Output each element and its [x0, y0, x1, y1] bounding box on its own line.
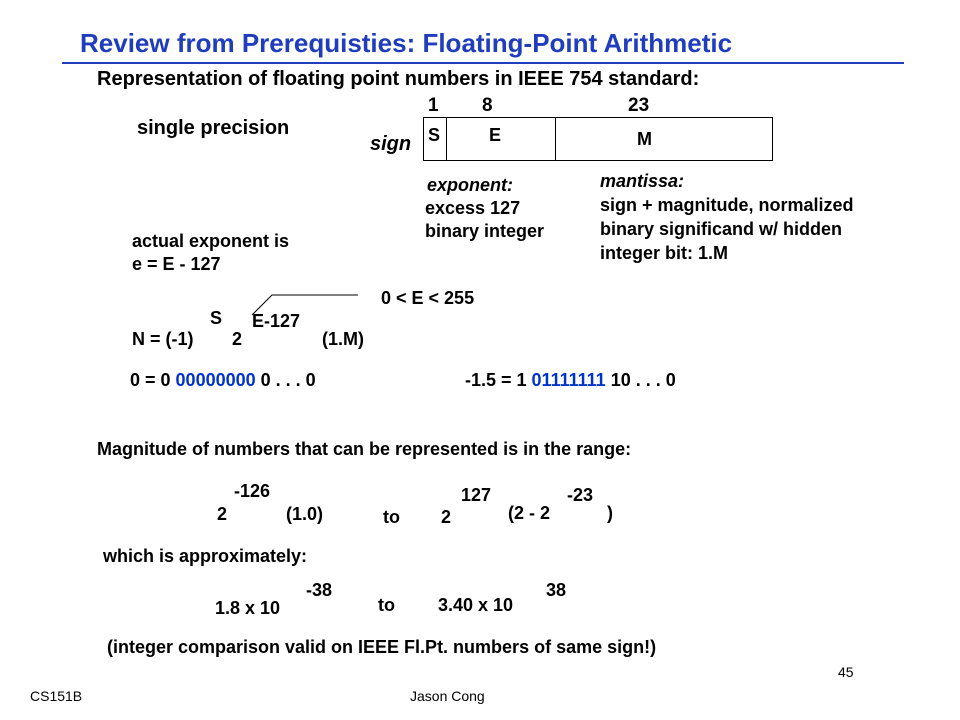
- approx-high-sup: 38: [546, 580, 567, 600]
- mantissa-line3: binary significand w/ hidden: [600, 219, 843, 239]
- example-neg: [465, 370, 676, 391]
- range-to: to: [383, 507, 400, 527]
- sign-bits: 1: [428, 95, 439, 116]
- range-high-base: 2: [441, 507, 452, 527]
- exponent-title: exponent:: [427, 175, 514, 195]
- field-e: E: [489, 125, 502, 145]
- example-zero-exp: 00000000: [175, 370, 256, 390]
- footer-author: Jason Cong: [410, 688, 485, 704]
- exp-divider: [555, 117, 556, 160]
- formula-right: (1.M): [322, 329, 364, 349]
- mantissa-line2: sign + magnitude, normalized: [600, 195, 854, 215]
- exponent-line3: binary integer: [425, 221, 545, 241]
- mantissa-title: mantissa:: [600, 171, 685, 191]
- page-title: Review from Prerequisties: Floating-Point Arithmetic: [80, 28, 733, 58]
- example-neg-rest: 10 . . . 0: [605, 370, 676, 390]
- sign-label: sign: [370, 133, 412, 155]
- page-number: 45: [838, 664, 854, 680]
- magnitude-heading: Magnitude of numbers that can be represented is in the range:: [97, 439, 632, 459]
- footer-course: CS151B: [30, 688, 83, 704]
- formula-left: N = (-1): [132, 329, 194, 349]
- range-low-mult: (1.0): [286, 504, 324, 524]
- comparison-note: (integer comparison valid on IEEE Fl.Pt. numbers of same sign!): [107, 637, 657, 657]
- exp-bits: 8: [482, 95, 493, 116]
- field-m: M: [637, 129, 652, 149]
- approx-low: 1.8 x 10: [215, 598, 281, 618]
- field-s: S: [428, 125, 441, 145]
- approx-high: 3.40 x 10: [438, 595, 514, 615]
- range-high-sup2: -23: [567, 485, 594, 505]
- title-underline: [62, 62, 904, 64]
- approx-low-sup: -38: [306, 580, 333, 600]
- actual-exp-line1: actual exponent is: [132, 231, 290, 251]
- example-zero-prefix: 0 = 0: [130, 370, 176, 390]
- subtitle: Representation of floating point numbers in IEEE 754 standard:: [97, 68, 700, 90]
- e-range: 0 < E < 255: [381, 288, 475, 308]
- formula-base: 2: [232, 329, 243, 349]
- range-high-close: ): [607, 503, 613, 523]
- approx-heading: which is approximately:: [103, 546, 308, 566]
- range-low-base: 2: [217, 504, 228, 524]
- formula-s-sup: S: [210, 308, 223, 328]
- range-high-sup: 127: [461, 485, 492, 505]
- example-neg-prefix: -1.5 = 1: [465, 370, 532, 390]
- actual-exp-line2: e = E - 127: [132, 254, 221, 274]
- example-zero: [130, 370, 316, 391]
- formula-e-sup: E-127: [252, 311, 301, 331]
- example-neg-exp: 01111111: [531, 370, 606, 390]
- approx-to: to: [378, 595, 395, 615]
- format-label: single precision: [137, 117, 290, 139]
- range-high-mult: (2 - 2: [508, 503, 551, 523]
- mantissa-line4: integer bit: 1.M: [600, 243, 729, 263]
- example-zero-rest: 0 . . . 0: [255, 370, 316, 390]
- format-box: [423, 117, 773, 161]
- sign-divider: [446, 117, 447, 160]
- man-bits: 23: [628, 95, 650, 116]
- range-low-sup: -126: [234, 481, 271, 501]
- exponent-line2: excess 127: [425, 198, 521, 218]
